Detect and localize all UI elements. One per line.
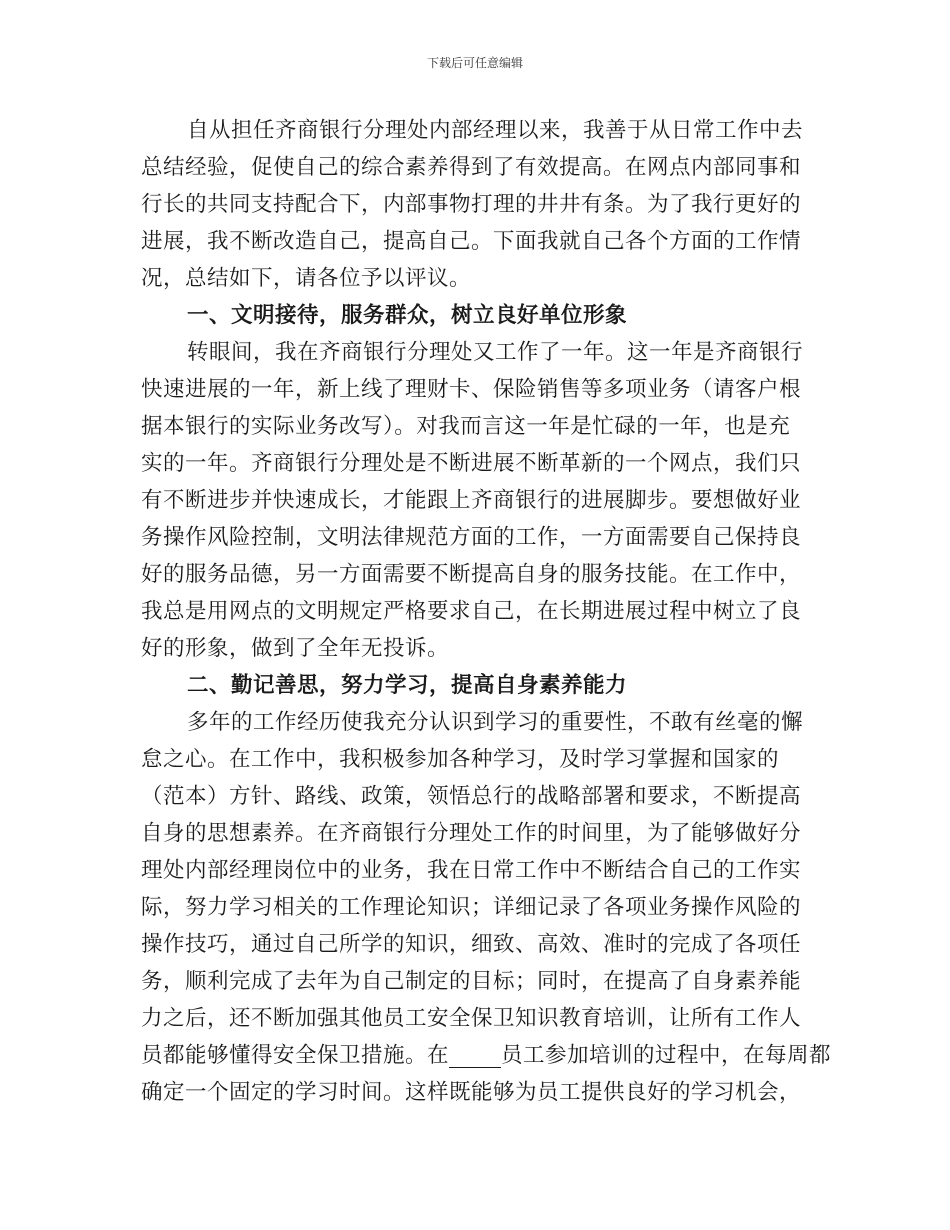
paragraph-line: 好的服务品德，另一方面需要不断提高自身的服务技能。在工作中， [141, 562, 802, 587]
paragraph-line: 确定一个固定的学习时间。这样既能够为员工提供良好的学习机会， [141, 1080, 802, 1105]
paragraph-line: 际，努力学习相关的工作理论知识；详细记录了各项业务操作风险的 [141, 895, 802, 920]
section-heading: 二、勤记善思，努力学习，提高自身素养能力 [187, 673, 628, 698]
fill-in-blank [449, 1041, 501, 1068]
paragraph-line: 行长的共同支持配合下，内部事物打理的井井有条。为了我行更好的 [141, 192, 802, 217]
document-body [141, 112, 832, 1111]
paragraph-line [141, 1037, 832, 1074]
paragraph-line: 快速进展的一年，新上线了理财卡、保险销售等多项业务（请客户根 [141, 377, 802, 402]
paragraph-line: 理处内部经理岗位中的业务，我在日常工作中不断结合自己的工作实 [141, 858, 802, 883]
paragraph-text: 员都能够懂得安全保卫措施。在 [141, 1043, 450, 1068]
paragraph-line: 总结经验，促使自己的综合素养得到了有效提高。在网点内部同事和 [141, 155, 802, 180]
paragraph-line: 自身的思想素养。在齐商银行分理处工作的时间里，为了能够做好分 [141, 821, 802, 846]
paragraph-line: 怠之心。在工作中，我积极参加各种学习，及时学习掌握和国家的 [141, 747, 780, 772]
paragraph-line: 力之后，还不断加强其他员工安全保卫知识教育培训，让所有工作人 [141, 1006, 802, 1031]
paragraph-line: 务操作风险控制，文明法律规范方面的工作，一方面需要自己保持良 [141, 525, 802, 550]
section-heading: 一、文明接待，服务群众，树立良好单位形象 [187, 303, 628, 328]
paragraph-line: 好的形象，做到了全年无投诉。 [141, 636, 450, 661]
paragraph-line: 有不断进步并快速成长，才能跟上齐商银行的进展脚步。要想做好业 [141, 488, 802, 513]
paragraph-line: 务，顺利完成了去年为自己制定的目标；同时，在提高了自身素养能 [141, 969, 802, 994]
paragraph-line: （范本）方针、路线、政策，领悟总行的战略部署和要求，不断提高 [141, 784, 802, 809]
header-note: 下载后可任意编辑 [426, 56, 523, 70]
paragraph-line: 况，总结如下，请各位予以评议。 [141, 266, 472, 291]
paragraph-line: 据本银行的实际业务改写）。对我而言这一年是忙碌的一年，也是充 [141, 414, 791, 439]
paragraph-line: 我总是用网点的文明规定严格要求自己，在长期进展过程中树立了良 [141, 599, 802, 624]
paragraph-line: 多年的工作经历使我充分认识到学习的重要性，不敢有丝毫的懈 [187, 710, 804, 735]
paragraph-line: 自从担任齐商银行分理处内部经理以来，我善于从日常工作中去 [187, 118, 804, 143]
paragraph-line: 转眼间，我在齐商银行分理处又工作了一年。这一年是齐商银行 [187, 340, 804, 365]
paragraph-line: 操作技巧，通过自己所学的知识，细致、高效、准时的完成了各项任 [141, 932, 802, 957]
paragraph-line: 进展，我不断改造自己，提高自己。下面我就自己各个方面的工作情 [141, 229, 802, 254]
paragraph-text: 员工参加培训的过程中，在每周都 [501, 1043, 832, 1068]
paragraph-line: 实的一年。齐商银行分理处是不断进展不断革新的一个网点，我们只 [141, 451, 802, 476]
